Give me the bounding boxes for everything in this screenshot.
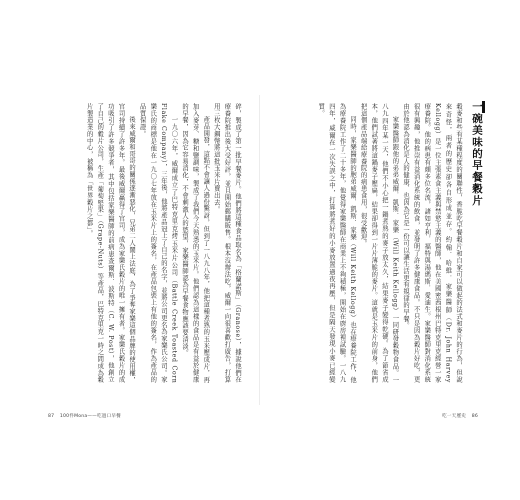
paragraph: 家樂醫師跟他的弟弟威爾．凱斯．家樂（Will Keith Kellogg）一同研發穀物食品。一八九四年某一天，他們不小心把一鍋煮熟的麥子放太久，結果麥子變得乾硬。為了節省成本，他們試著將這鍋麥子壓扁，結果卻得到一片片薄脆的麥片。這就是玉米片的前身，他們把這個產品端給療養院的病患食用，很受歡迎。 [359, 103, 399, 383]
right-page-body [268, 103, 463, 383]
chapter-title: 一碗美味的早餐穀片 [471, 101, 483, 207]
running-head: 100件Mona——吃過口早餐 [59, 414, 121, 419]
page-number: 87 [48, 414, 55, 419]
paragraph: 後來威爾和哥哥的關係逐漸惡化，兄弟二人鬧上法庭，為了爭奪家樂這個品牌的使用權，官司持續了許多年。最後威爾贏得了官司，成為家樂氏穀片的唯一擁有者。家樂氏穀片的成功吸引了許多競爭者，其中包括家樂醫師的前病患查爾斯．波斯特（C. W. Post），他創立了自己的穀片公司，生產「葡萄堅果」（Grape-Nuts）等產品，巴特克里克一時之間成為穀片製造業的中心，被稱為「世界穀片之都」。 [85, 103, 136, 383]
page-number: 86 [471, 414, 478, 419]
page-gutter [259, 95, 260, 405]
left-page-footer [46, 413, 123, 419]
paragraph: 碎，製成了第一批早餐麥片。他們將這種食品取名為「格蘭諾斯」（Granose），據說他們在療養院推出後大受好評，並且開始郵購販售。根本沒辦法吃，威爾一向很喜歡打廣告，打算用三枚大鋼幣將這批玉米片賣出去。 [212, 103, 241, 383]
paragraph: 產品開發，這點不會讓人過份驚訝，但到了一八九八年，他把這種煮熟的玉米壓成片，再加入麥芽、糖和鹽調味，製成了我們今天熟悉的玉米片。他們認為這樣的食品是有益於健康的早餐，因為它容易消化，不會刺激人的慾望，家樂醫師認為早餐食物應該要清淡。 [181, 103, 210, 383]
running-head: 吃一天歷史 [442, 414, 467, 419]
paragraph: 同時，家樂醫師的胞弟威爾．凱斯．家樂（Will Keith Kellogg）也在療養院工作，他為療養院工作了二十多年，他覺得家樂醫師在商業上不夠積極，開始在廚房裡試驗。一八九四年，威爾在一次失誤之中，打算將煮好的小麥放置過夜再壓，但是隔天發現小麥已經變質。 [317, 103, 357, 383]
paragraph: 穀麥和些有某種程度的關聯性，香脆吃早餐穀片和自家可以做起的法式和麥片的行為，但說來奇怪，兩者的歷史卻各自形成並存。約翰．哈維．家樂醫師（Dr. John Harvey Kellogg）是一位主張素食主義與禁慾主義的醫師，他在美國密西根州巴特克里克經營一家療養院。他的病患有頗多位名流，諸如亨利．福特與湯瑪斯．愛迪生。家樂醫師對消化系統很有興趣，他推崇有益消化系統的飲食，並發明了許多健康食品。不只是因為穀片好吃，更由於他認為消化是人的健康、也因為它是一份可以讓生活更有規律的早餐。 [402, 103, 462, 383]
right-page-footer [440, 413, 480, 419]
left-page-body [46, 103, 242, 383]
paragraph: 一九〇六年，威爾成立了巴特克里克烤玉米片公司（Battle Creek Toasted Corn Flake Company），三年後，他將產品冠上了自己的名字，並將公司更名為家樂氏公司。家樂氏的商標是他在一九〇七年放在玉米片上的簽名，在產品包裝上有他的簽名，作為產品的品質保證。 [138, 103, 178, 383]
